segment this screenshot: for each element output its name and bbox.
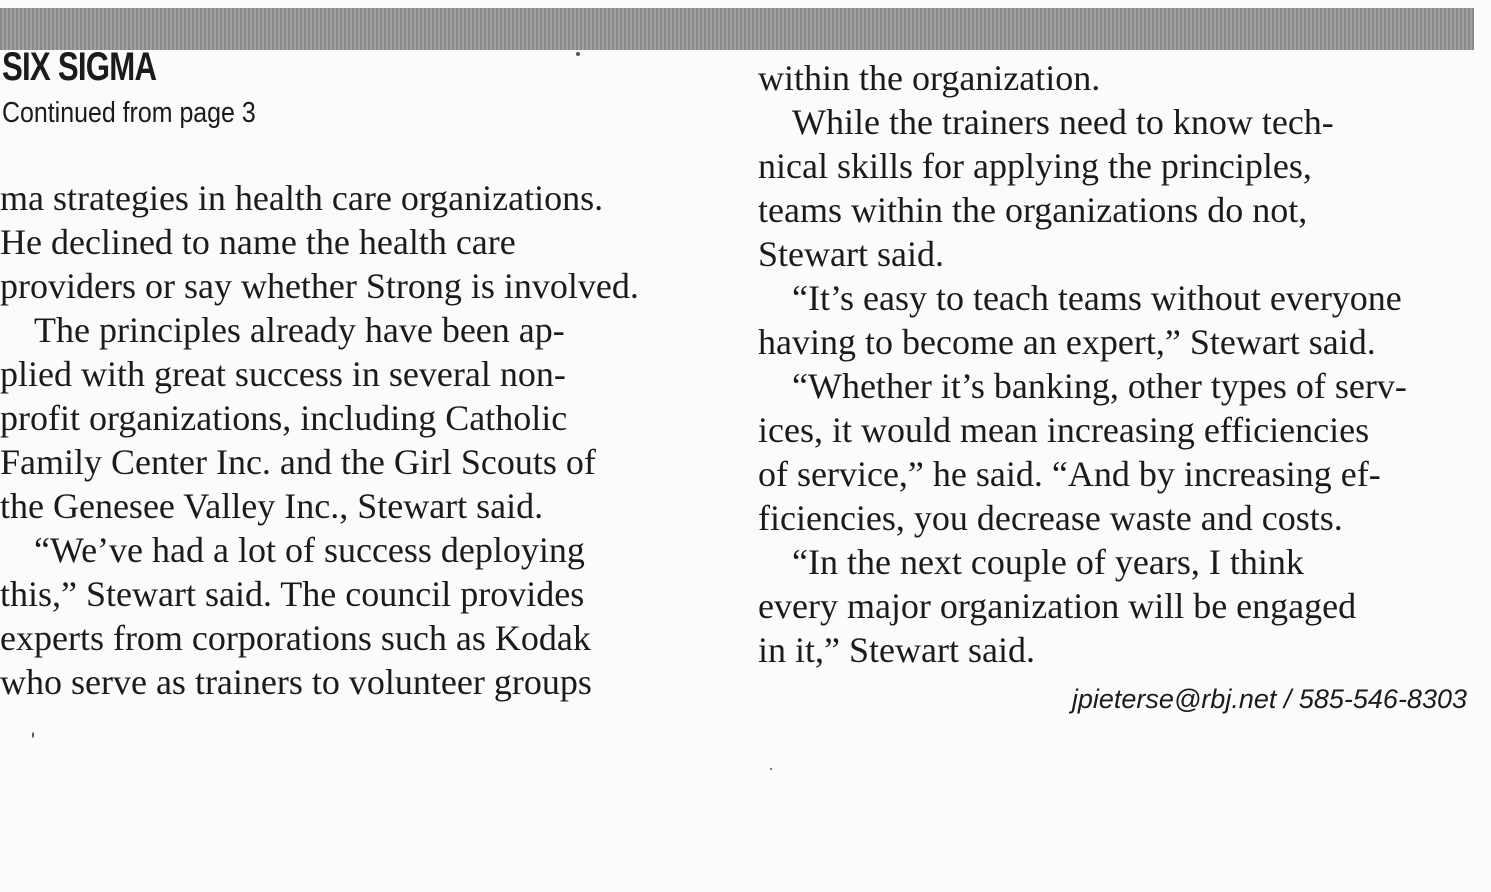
text-line: “It’s easy to teach teams without everyone	[792, 278, 1402, 318]
text-line: “We’ve had a lot of success deploying	[34, 530, 585, 570]
text-line: plied with great success in several non-	[0, 354, 566, 394]
text-line: He declined to name the health care	[0, 222, 516, 262]
text-line: this,” Stewart said. The council provides	[0, 574, 585, 614]
text-line: who serve as trainers to volunteer groups	[0, 662, 592, 702]
text-line: every major organization will be engaged	[758, 586, 1357, 626]
text-line: ficiencies, you decrease waste and costs.	[758, 498, 1343, 538]
text-line: of service,” he said. “And by increasing ef-	[758, 454, 1381, 494]
left-column	[0, 176, 710, 704]
text-line: having to become an expert,” Stewart said.	[758, 322, 1376, 362]
scan-speck	[770, 768, 772, 770]
text-line: profit organizations, including Catholic	[0, 398, 568, 438]
header-rule-bar	[0, 8, 1474, 50]
text-line: Stewart said.	[758, 234, 944, 274]
text-line: ma strategies in health care organizations.	[0, 178, 604, 218]
text-line: teams within the organizations do not,	[758, 190, 1308, 230]
scan-speck	[576, 52, 580, 56]
author-contact-byline: jpieterse@rbj.net / 585-546-8303	[1071, 684, 1467, 714]
right-column	[758, 56, 1468, 672]
text-line: Family Center Inc. and the Girl Scouts of	[0, 442, 596, 482]
text-line: experts from corporations such as Kodak	[0, 618, 591, 658]
continued-from-label: Continued from page 3	[2, 97, 256, 129]
text-line: “Whether it’s banking, other types of serv-	[792, 366, 1407, 406]
text-line: The principles already have been ap-	[34, 310, 565, 350]
text-line: within the organization.	[758, 58, 1101, 98]
text-line: ices, it would mean increasing efficiencies	[758, 410, 1370, 450]
text-line: nical skills for applying the principles,	[758, 146, 1312, 186]
text-line: While the trainers need to know tech-	[792, 102, 1334, 142]
text-line: “In the next couple of years, I think	[792, 542, 1304, 582]
scan-speck	[32, 732, 34, 738]
text-line: in it,” Stewart said.	[758, 630, 1035, 670]
headline: SIX SIGMA	[2, 45, 157, 89]
text-line: the Genesee Valley Inc., Stewart said.	[0, 486, 544, 526]
text-line: providers or say whether Strong is involved.	[0, 266, 639, 306]
